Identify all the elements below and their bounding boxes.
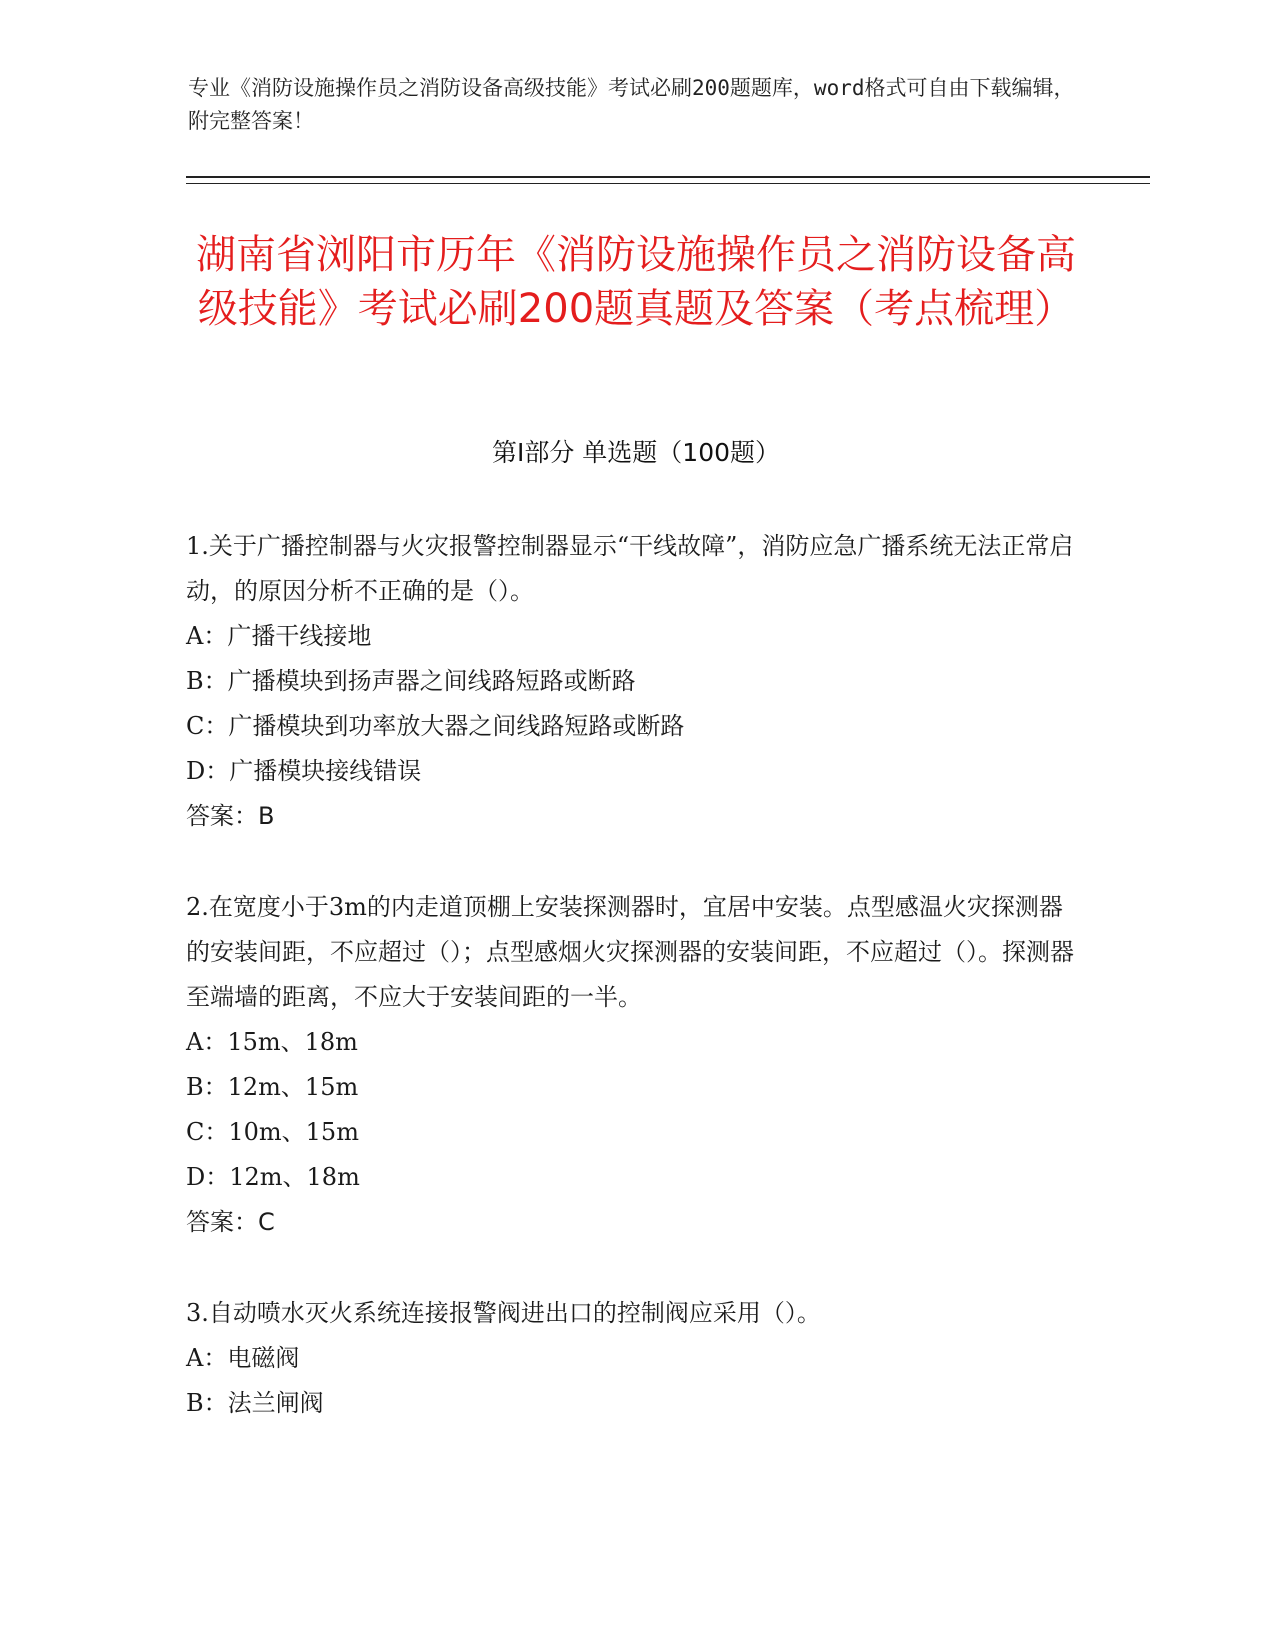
question-stem: 1.关于广播控制器与火灾报警控制器显示“干线故障”，消防应急广播系统无法正常启动，的原因分析不正确的是（）。 <box>186 532 1074 605</box>
option-b: B：法兰闸阀 <box>186 1389 324 1417</box>
answer-line: 答案：B <box>186 802 275 830</box>
option-d: D：12m、18m <box>186 1163 360 1191</box>
option-b: B：12m、15m <box>186 1073 359 1101</box>
question-list <box>186 524 1076 1472</box>
question-stem: 2.在宽度小于3m的内走道顶棚上安装探测器时，宜居中安装。点型感温火灾探测器的安装间距，不应超过（）；点型感烟火灾探测器的安装间距，不应超过（）。探测器至端墙的距离，不应大于安装间距的一半。 <box>186 893 1074 1011</box>
question-2 <box>186 885 1076 1245</box>
header-divider-thin <box>186 183 1150 184</box>
section-heading: 第Ⅰ部分 单选题（100题） <box>491 438 781 467</box>
header-divider-thick <box>186 176 1150 178</box>
document-title: 湖南省浏阳市历年《消防设施操作员之消防设备高级技能》考试必刷200题真题及答案（考点梳理） <box>196 232 1076 332</box>
option-a: A：15m、18m <box>186 1028 358 1056</box>
question-1 <box>186 524 1076 839</box>
option-a: A：广播干线接地 <box>186 622 372 650</box>
question-stem: 3.自动喷水灭火系统连接报警阀进出口的控制阀应采用（）。 <box>186 1299 821 1327</box>
option-a: A：电磁阀 <box>186 1344 300 1372</box>
option-c: C：广播模块到功率放大器之间线路短路或断路 <box>186 712 685 740</box>
question-3 <box>186 1291 1076 1426</box>
option-d: D：广播模块接线错误 <box>186 757 422 785</box>
option-c: C：10m、15m <box>186 1118 359 1146</box>
answer-line: 答案：C <box>186 1208 275 1236</box>
option-b: B：广播模块到扬声器之间线路短路或断路 <box>186 667 636 695</box>
header-note: 专业《消防设施操作员之消防设备高级技能》考试必刷200题题库，word格式可自由下载编辑，附完整答案！ <box>188 76 1075 133</box>
